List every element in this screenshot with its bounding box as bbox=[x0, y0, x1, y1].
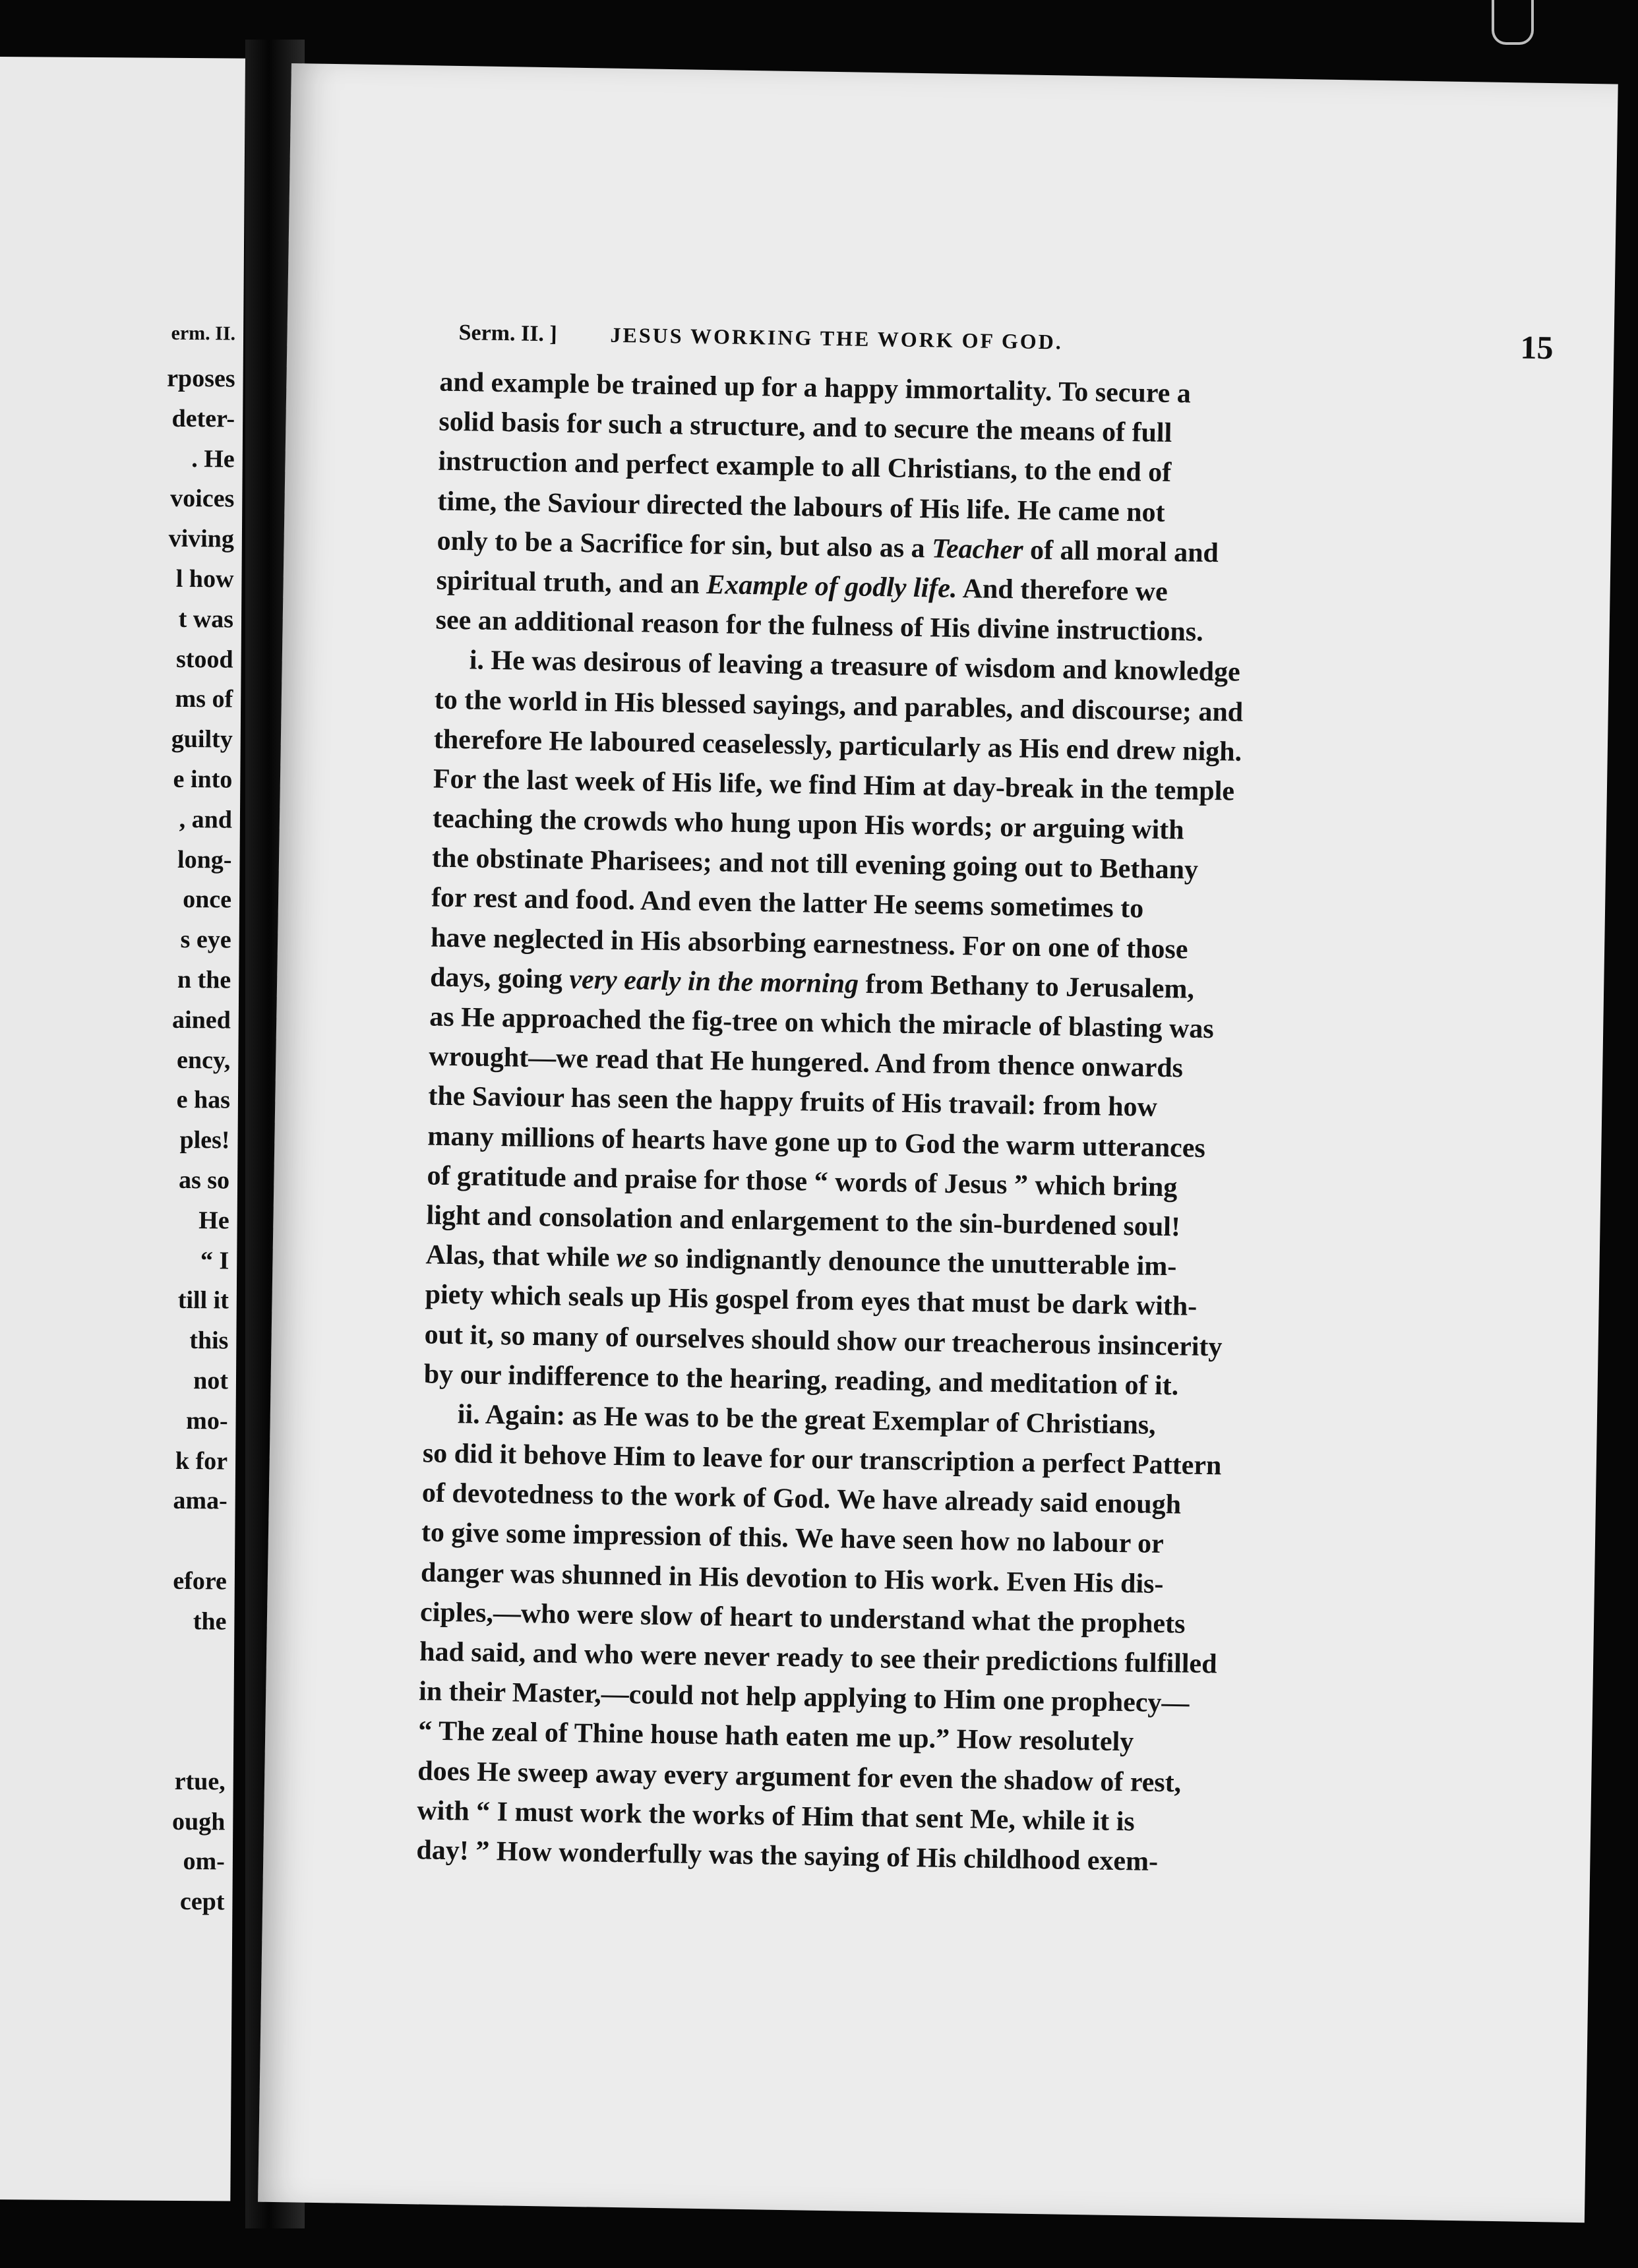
left-page-line: n the bbox=[177, 965, 231, 994]
text-line: solid basis for such a structure, and to secure the means of full bbox=[439, 406, 1172, 449]
left-page-line: l how bbox=[175, 564, 234, 593]
text-line: day! ” How wonderfully was the saying of His childhood exem- bbox=[416, 1835, 1159, 1877]
text-segment: of all moral and bbox=[1023, 535, 1219, 568]
text-line: danger was shunned in His devotion to His work. Even His dis- bbox=[420, 1557, 1164, 1599]
text-segment: spiritual truth, and an bbox=[436, 565, 707, 600]
text-line: the Saviour has seen the happy fruits of His travail: from how bbox=[428, 1081, 1158, 1123]
left-page-line: ency, bbox=[176, 1046, 231, 1075]
left-page-line: once bbox=[183, 885, 232, 914]
text-segment: from Bethany to Jerusalem, bbox=[858, 969, 1195, 1005]
text-segment: only to be a Sacrifice for sin, but also as a bbox=[437, 525, 932, 564]
left-page-line: efore bbox=[173, 1567, 228, 1596]
left-page-line: “ I bbox=[200, 1246, 229, 1274]
left-page-line: rtue, bbox=[174, 1767, 226, 1796]
text-line: ii. Again: as He was to be the great Exemplar of Christians, bbox=[457, 1399, 1156, 1441]
text-line: for rest and food. And even the latter He seems sometimes to bbox=[431, 882, 1144, 924]
right-page bbox=[258, 63, 1618, 2223]
left-page-line: till it bbox=[177, 1286, 229, 1315]
text-line: instruction and perfect example to all Christians, to the end of bbox=[438, 446, 1172, 489]
text-line: “ The zeal of Thine house hath eaten me up.” How resolutely bbox=[417, 1716, 1134, 1758]
left-page-line: ms of bbox=[175, 685, 233, 713]
running-section-label: Serm. II. ] bbox=[458, 320, 558, 347]
text-line: to give some impression of this. We have seen how no labour or bbox=[421, 1517, 1165, 1560]
text-line: with “ I must work the works of Him that sent Me, while it is bbox=[417, 1795, 1136, 1837]
italic-phrase: we bbox=[616, 1243, 648, 1274]
text-line: time, the Saviour directed the labours of His life. He came not bbox=[437, 486, 1165, 528]
text-line: i. He was desirous of leaving a treasure of wisdom and knowledge bbox=[469, 645, 1241, 688]
text-line: out it, so many of ourselves should show our treacherous insincerity bbox=[424, 1319, 1223, 1362]
text-line: of devotedness to the work of God. We have already said enough bbox=[421, 1477, 1182, 1520]
italic-phrase: very early in the morning bbox=[569, 964, 859, 1000]
text-line: the obstinate Pharisees; and not till evening going out to Bethany bbox=[431, 843, 1199, 885]
left-page-line: mo- bbox=[186, 1406, 228, 1435]
left-page-line: voices bbox=[170, 485, 235, 513]
left-page-line: e into bbox=[173, 765, 233, 794]
left-page-line: om- bbox=[183, 1847, 226, 1876]
left-page-line: . He bbox=[191, 444, 235, 473]
left-page-line: e has bbox=[176, 1086, 231, 1114]
left-page-line: ama- bbox=[173, 1487, 228, 1515]
left-page-line: He bbox=[198, 1206, 229, 1235]
text-line: light and consolation and enlargement to the sin-burdened soul! bbox=[426, 1200, 1181, 1243]
running-title: JESUS WORKING THE WORK OF GOD. bbox=[610, 322, 1064, 354]
scan-artifact bbox=[1492, 0, 1534, 45]
left-page-line bbox=[0, 1640, 234, 1681]
left-page-line: k for bbox=[175, 1447, 228, 1475]
left-page-line: deter- bbox=[171, 404, 235, 433]
text-line: and example be trained up for a happy immortality. To secure a bbox=[439, 367, 1192, 409]
left-facing-page bbox=[0, 57, 245, 2201]
italic-phrase: Teacher bbox=[931, 533, 1023, 566]
text-line: of gratitude and praise for those “ words of Jesus ” which bring bbox=[427, 1160, 1178, 1203]
left-page-line bbox=[0, 1720, 233, 1762]
text-line: as He approached the fig-tree on which the miracle of blasting was bbox=[429, 1001, 1215, 1045]
left-page-line: not bbox=[193, 1367, 229, 1395]
left-page-line: rposes bbox=[167, 364, 235, 393]
left-page-line: ough bbox=[171, 1807, 226, 1836]
text-line: For the last week of His life, we find Him at day-break in the temple bbox=[433, 763, 1235, 807]
text-segment: And therefore we bbox=[957, 573, 1168, 607]
text-line: see an additional reason for the fulness of His divine instructions. bbox=[435, 605, 1204, 647]
text-line: to the world in His blessed sayings, and parables, and discourse; and bbox=[434, 684, 1244, 728]
left-page-line: guilty bbox=[171, 725, 233, 754]
text-line: had said, and who were never ready to see their predictions fulfilled bbox=[419, 1636, 1217, 1680]
left-page-line bbox=[0, 1520, 235, 1561]
left-page-running-header: erm. II. bbox=[171, 322, 236, 345]
text-line: many millions of hearts have gone up to God the warm utterances bbox=[427, 1121, 1206, 1164]
text-line: wrought—we read that He hungered. And from thence onwards bbox=[428, 1041, 1184, 1084]
italic-phrase: Example of godly life. bbox=[706, 569, 957, 604]
text-segment: Alas, that while bbox=[425, 1239, 617, 1274]
left-page-line: ples! bbox=[179, 1126, 230, 1154]
sermon-body-text bbox=[416, 363, 1554, 1888]
left-page-line: cept bbox=[179, 1888, 225, 1916]
text-line: does He sweep away every argument for even the shadow of rest, bbox=[417, 1755, 1182, 1799]
text-line: in their Master,—could not help applying to Him one prophecy— bbox=[418, 1676, 1190, 1719]
left-page-text-column bbox=[0, 307, 243, 1923]
text-line: so did it behove Him to leave for our transcription a perfect Pattern bbox=[422, 1438, 1222, 1481]
left-page-line: long- bbox=[177, 845, 232, 874]
text-segment: so indignantly denounce the unutterable im- bbox=[647, 1243, 1177, 1282]
left-page-line: ained bbox=[171, 1005, 231, 1034]
left-page-line: this bbox=[189, 1327, 229, 1355]
left-page-line: s eye bbox=[180, 926, 231, 954]
text-segment: days, going bbox=[429, 962, 570, 995]
text-line: piety which seals up His gospel from eyes that must be dark with- bbox=[425, 1279, 1198, 1323]
left-page-line: , and bbox=[179, 805, 233, 834]
left-page-line: viving bbox=[168, 524, 235, 553]
left-page-line bbox=[0, 1680, 234, 1721]
left-page-line: the bbox=[193, 1607, 227, 1636]
text-line: ciples,—who were slow of heart to understand what the prophets bbox=[419, 1597, 1186, 1640]
text-line: have neglected in His absorbing earnestness. For on one of those bbox=[430, 922, 1188, 965]
text-line: teaching the crowds who hung upon His words; or arguing with bbox=[432, 803, 1184, 846]
text-line: by our indifference to the hearing, reading, and meditation of it. bbox=[423, 1359, 1179, 1402]
text-line: therefore He laboured ceaselessly, particularly as His end drew nigh. bbox=[433, 724, 1242, 767]
left-page-line: stood bbox=[175, 645, 233, 674]
left-page-line: as so bbox=[178, 1166, 230, 1195]
left-page-line: t was bbox=[178, 605, 234, 634]
page-number: 15 bbox=[1520, 328, 1554, 367]
